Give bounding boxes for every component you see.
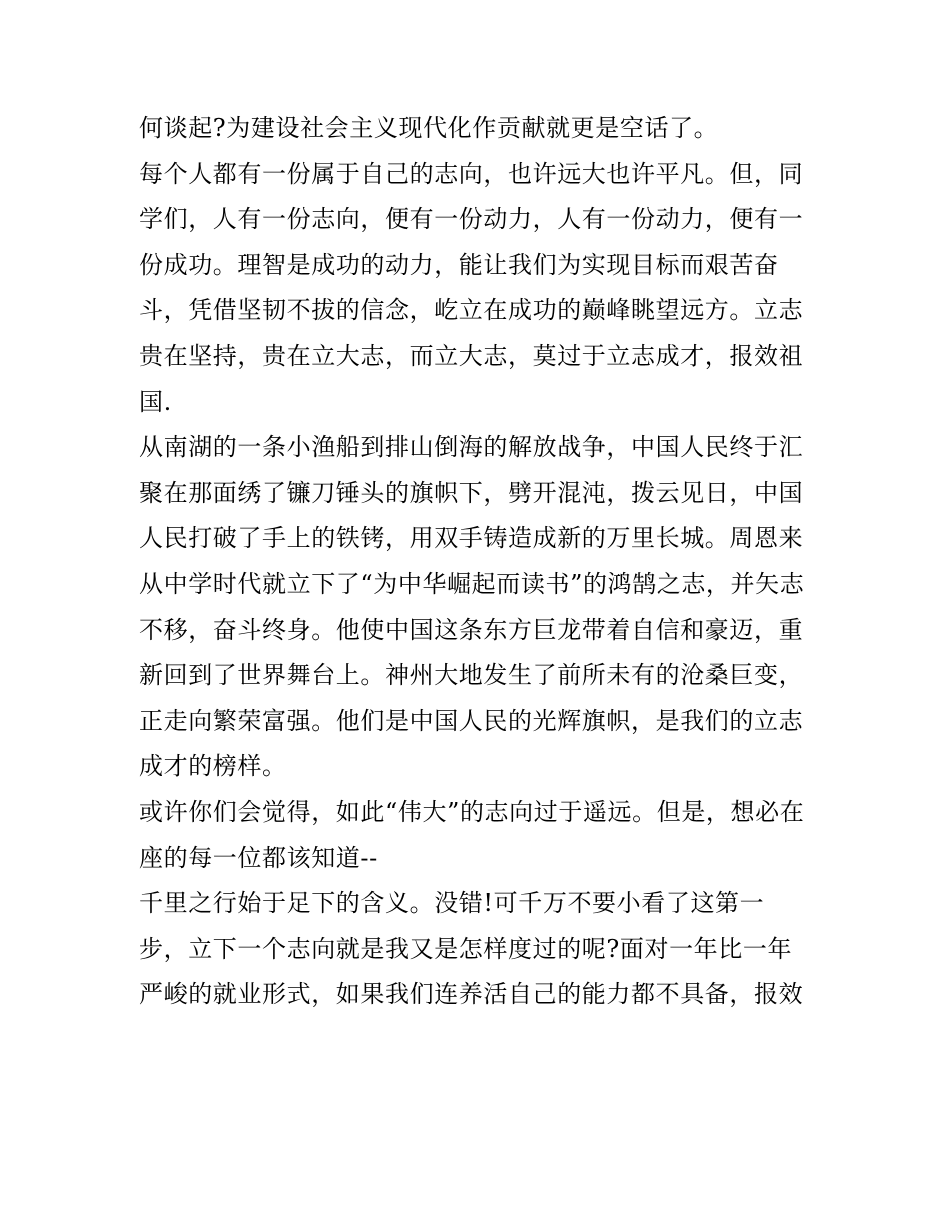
text-line: 斗，凭借坚韧不拔的信念，屹立在成功的巅峰眺望远方。立志: [139, 296, 804, 325]
text-line: 每个人都有一份属于自己的志向，也许远大也许平凡。但，同: [139, 159, 804, 188]
text-line: 学们，人有一份志向，便有一份动力，人有一份动力，便有一: [139, 205, 804, 234]
text-line: 正走向繁荣富强。他们是中国人民的光辉旗帜，是我们的立志: [139, 706, 804, 735]
text-line: 新回到了世界舞台上。神州大地发生了前所未有的沧桑巨变，: [139, 661, 804, 690]
text-line: 不移，奋斗终身。他使中国这条东方巨龙带着自信和豪迈，重: [139, 615, 804, 644]
body-text: [139, 106, 819, 1018]
text-line: 严峻的就业形式，如果我们连养活自己的能力都不具备，报效: [139, 980, 804, 1009]
text-line: 从南湖的一条小渔船到排山倒海的解放战争，中国人民终于汇: [139, 433, 804, 462]
text-line: 国.: [139, 387, 172, 416]
text-line: 步，立下一个志向就是我又是怎样度过的呢?面对一年比一年: [139, 934, 793, 963]
text-line: 聚在那面绣了镰刀锤头的旗帜下，劈开混沌，拨云见日，中国: [139, 478, 804, 507]
text-line: 或许你们会觉得，如此“伟大”的志向过于遥远。但是，想必在: [139, 797, 805, 826]
text-line: 千里之行始于足下的含义。没错!可千万不要小看了这第一: [139, 889, 765, 918]
text-line: 成才的榜样。: [139, 752, 287, 781]
text-line: 份成功。理智是成功的动力，能让我们为实现目标而艰苦奋: [139, 250, 779, 279]
text-line: 贵在坚持，贵在立大志，而立大志，莫过于立志成才，报效祖: [139, 341, 804, 370]
text-line: 人民打破了手上的铁铐，用双手铸造成新的万里长城。周恩来: [139, 524, 804, 553]
text-line: 何谈起?为建设社会主义现代化作贡献就更是空话了。: [139, 114, 719, 142]
text-line: 座的每一位都该知道--: [139, 843, 378, 872]
text-line: 从中学时代就立下了“为中华崛起而读书”的鸿鹄之志，并矢志: [139, 569, 805, 598]
